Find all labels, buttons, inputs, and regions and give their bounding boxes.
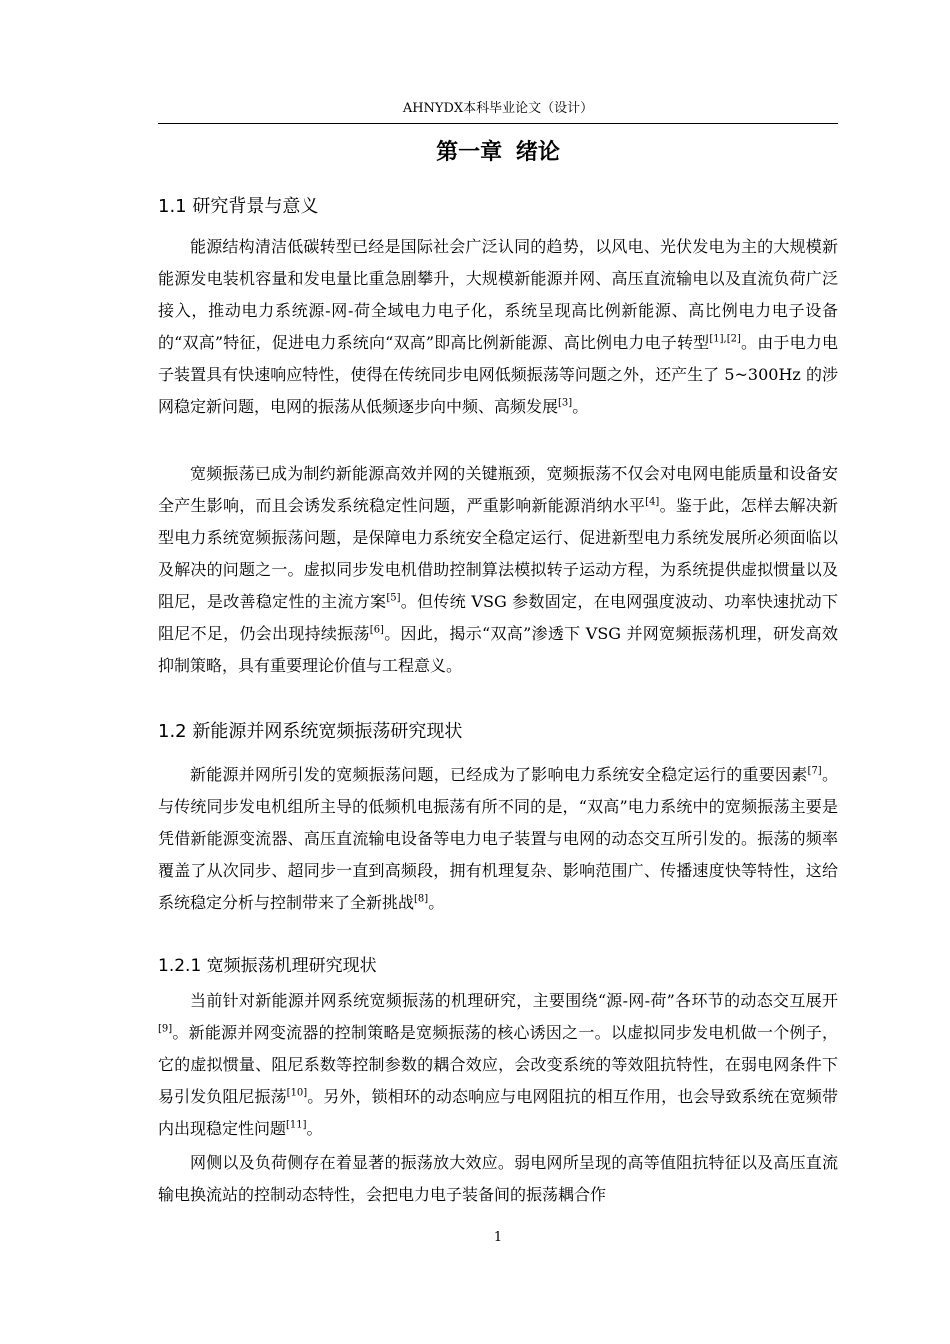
text-run: 。 bbox=[306, 1119, 323, 1138]
paragraph-1 bbox=[158, 231, 838, 423]
citation-ref: [11] bbox=[286, 1119, 307, 1131]
text-run: 。新能源并网变流器的控制策略是宽频振荡的核心诱因之一。以虚拟同步发电机做一个例子，它的虚拟惯量、阻尼系数等控制参数的耦合效应，会改变系统的等效阻抗特性，在弱电网条件下易引发负阻尼振荡 bbox=[158, 1023, 838, 1106]
section-heading-1-1: 1.1 研究背景与意义 bbox=[158, 196, 319, 217]
text-run: 。 bbox=[428, 893, 445, 912]
text-run: 新能源并网所引发的宽频振荡问题，已经成为了影响电力系统安全稳定运行的重要因素 bbox=[190, 765, 808, 784]
running-header: AHNYDX本科毕业论文（设计） bbox=[402, 101, 594, 116]
citation-ref: [7] bbox=[807, 765, 822, 777]
citation-ref: [6] bbox=[369, 624, 384, 636]
paragraph-5 bbox=[158, 1147, 838, 1211]
text-run: 。 bbox=[572, 397, 589, 416]
citation-ref: [1],[2] bbox=[709, 333, 741, 345]
text-run: 。但传统 VSG 参数固定，在电网强度波动、功率快速扰动下阻尼不足，仍会出现持续振荡 bbox=[158, 592, 838, 643]
page-number: 1 bbox=[493, 1230, 503, 1245]
paragraph-3 bbox=[158, 759, 838, 919]
chapter-title: 第一章 绪论 bbox=[436, 140, 560, 165]
text-run: 宽频振荡已成为制约新能源高效并网的关键瓶颈，宽频振荡不仅会对电网电能质量和设备安全产生影响，而且会诱发系统稳定性问题，严重影响新能源消纳水平 bbox=[158, 464, 838, 515]
citation-ref: [8] bbox=[414, 893, 429, 905]
text-run: 。另外，锁相环的动态响应与电网阻抗的相互作用，也会导致系统在宽频带内出现稳定性问题 bbox=[158, 1087, 838, 1138]
text-run: 。与传统同步发电机组所主导的低频机电振荡有所不同的是，“双高”电力系统中的宽频振荡主要是凭借新能源变流器、高压直流输电设备等电力电子装置与电网的动态交互所引发的。振荡的频率覆盖了从次同步、超同步一直到高频段，拥有机理复杂、影响范围广、传播速度快等特性，这给系统稳定分析与控制带来了全新挑战 bbox=[158, 765, 838, 912]
text-run: 。因此，揭示“双高”渗透下 VSG 并网宽频振荡机理，研发高效抑制策略，具有重要理论价值与工程意义。 bbox=[158, 624, 838, 675]
paragraph-2 bbox=[158, 458, 838, 682]
citation-ref: [5] bbox=[386, 592, 401, 604]
citation-ref: [9] bbox=[158, 1023, 173, 1035]
text-run: 网侧以及负荷侧存在着显著的振荡放大效应。弱电网所呈现的高等值阻抗特征以及高压直流输电换流站的控制动态特性，会把电力电子装备间的振荡耦合作 bbox=[158, 1153, 838, 1204]
section-heading-1-2-1: 1.2.1 宽频振荡机理研究现状 bbox=[158, 956, 377, 976]
text-run: 当前针对新能源并网系统宽频振荡的机理研究，主要围绕“源-网-荷”各环节的动态交互展开 bbox=[190, 991, 838, 1010]
citation-ref: [10] bbox=[286, 1087, 308, 1099]
text-run: 能源结构清洁低碳转型已经是国际社会广泛认同的趋势，以风电、光伏发电为主的大规模新能源发电装机容量和发电量比重急剧攀升，大规模新能源并网、高压直流输电以及直流负荷广泛接入，推动电力系统源-网-荷全域电力电子化，系统呈现高比例新能源、高比例电力电子设备的“双高”特征，促进电力系统向“双高”即高比例新能源、高比例电力电子转型 bbox=[158, 237, 838, 352]
citation-ref: [4] bbox=[645, 496, 660, 508]
text-run: 。鉴于此，怎样去解决新型电力系统宽频振荡问题，是保障电力系统安全稳定运行、促进新型电力系统发展所必须面临以及解决的问题之一。虚拟同步发电机借助控制算法模拟转子运动方程，为系统提供虚拟惯量以及阻尼，是改善稳定性的主流方案 bbox=[158, 496, 838, 611]
paragraph-4 bbox=[158, 985, 838, 1145]
citation-ref: [3] bbox=[558, 397, 573, 409]
header-rule bbox=[158, 123, 838, 124]
section-heading-1-2: 1.2 新能源并网系统宽频振荡研究现状 bbox=[158, 721, 463, 742]
text-run: 。由于电力电子装置具有快速响应特性，使得在传统同步电网低频振荡等问题之外，还产生了 5~300Hz 的涉网稳定新问题，电网的振荡从低频逐步向中频、高频发展 bbox=[158, 333, 838, 416]
